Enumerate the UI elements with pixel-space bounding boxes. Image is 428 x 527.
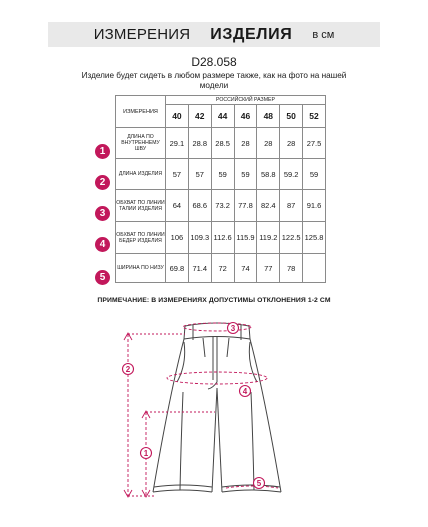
svg-text:5: 5 xyxy=(256,479,262,488)
cell-value: 119.2 xyxy=(257,222,280,254)
cell-value: 59 xyxy=(234,159,257,190)
title-word-product: ИЗДЕЛИЯ xyxy=(210,25,293,43)
table-row xyxy=(116,190,326,222)
measurement-guides xyxy=(124,323,278,497)
cell-value: 69.8 xyxy=(166,254,189,283)
cell-value: 29.1 xyxy=(166,128,189,159)
title-unit: в см xyxy=(312,28,335,41)
cell-value: 28 xyxy=(280,128,303,159)
title-word-measurements: ИЗМЕРЕНИЯ xyxy=(93,26,191,43)
cell-value: 77.8 xyxy=(234,190,257,222)
size-header: 48 xyxy=(257,105,280,128)
shorts-technical-drawing xyxy=(0,312,428,524)
row-name: ШИРИНА ПО НИЗУ xyxy=(116,254,166,283)
svg-text:2: 2 xyxy=(125,365,131,374)
drawing-tag-2 xyxy=(123,364,134,375)
cell-value: 59.2 xyxy=(280,159,303,190)
cell-value: 72 xyxy=(211,254,234,283)
title-band xyxy=(48,22,380,47)
row-number-badge: 4 xyxy=(95,237,110,252)
cell-value: 28.8 xyxy=(188,128,211,159)
cell-value: 28 xyxy=(257,128,280,159)
cell-value: 112.6 xyxy=(211,222,234,254)
cell-value: 28.5 xyxy=(211,128,234,159)
drawing-tag-5 xyxy=(254,478,265,489)
cell-value: 115.9 xyxy=(234,222,257,254)
svg-text:3: 3 xyxy=(230,324,236,333)
row-name: ОБХВАТ ПО ЛИНИИ БЕДЕР ИЗДЕЛИЯ xyxy=(116,222,166,254)
cell-value: 91.6 xyxy=(303,190,326,222)
table-row xyxy=(116,222,326,254)
cell-value: 71.4 xyxy=(188,254,211,283)
cell-value: 74 xyxy=(234,254,257,283)
cell-value: 122.5 xyxy=(280,222,303,254)
row-number-badge: 2 xyxy=(95,175,110,190)
drawing-tag-4 xyxy=(240,386,251,397)
cell-value: 57 xyxy=(166,159,189,190)
cell-value: 109.3 xyxy=(188,222,211,254)
row-number-badge: 1 xyxy=(95,144,110,159)
cell-value: 64 xyxy=(166,190,189,222)
table-row xyxy=(116,128,326,159)
shorts-outline xyxy=(153,323,281,492)
drawing-tag-3 xyxy=(228,323,239,334)
size-table xyxy=(115,95,326,283)
size-header: 50 xyxy=(280,105,303,128)
cell-value: 82.4 xyxy=(257,190,280,222)
cell-value: 58.8 xyxy=(257,159,280,190)
row-name: ДЛИНА ИЗДЕЛИЯ xyxy=(116,159,166,190)
cell-value: 57 xyxy=(188,159,211,190)
row-number-badge: 3 xyxy=(95,206,110,221)
size-header: 42 xyxy=(188,105,211,128)
size-header: 52 xyxy=(303,105,326,128)
article-code: D28.058 xyxy=(191,55,237,69)
cell-value: 78 xyxy=(280,254,303,283)
size-header: 40 xyxy=(166,105,189,128)
drawing-tag-1 xyxy=(141,448,152,459)
cell-value: 27.5 xyxy=(303,128,326,159)
cell-value: 59 xyxy=(303,159,326,190)
row-name: ОБХВАТ ПО ЛИНИИ ТАЛИИ ИЗДЕЛИЯ xyxy=(116,190,166,222)
tolerance-remark: ПРИМЕЧАНИЕ: В ИЗМЕРЕНИЯХ ДОПУСТИМЫ ОТКЛОНЕНИЯ 1-2 СМ xyxy=(97,297,331,304)
cell-value: 125.8 xyxy=(303,222,326,254)
table-row xyxy=(116,254,326,283)
size-group-header: РОССИЙСКИЙ РАЗМЕР xyxy=(166,96,326,105)
cell-value: 59 xyxy=(211,159,234,190)
cell-value: 28 xyxy=(234,128,257,159)
table-row xyxy=(116,159,326,190)
cell-value: 68.6 xyxy=(188,190,211,222)
param-header: ИЗМЕРЕНИЯ xyxy=(116,96,166,128)
cell-value xyxy=(303,254,326,283)
svg-text:1: 1 xyxy=(143,449,149,458)
cell-value: 77 xyxy=(257,254,280,283)
row-name: ДЛИНА ПО ВНУТРЕННЕМУ ШВУ xyxy=(116,128,166,159)
cell-value: 106 xyxy=(166,222,189,254)
size-header: 44 xyxy=(211,105,234,128)
svg-text:4: 4 xyxy=(242,387,248,396)
fit-note: Изделие будет сидеть в любом размере также, как на фото на нашей модели xyxy=(81,71,347,90)
cell-value: 73.2 xyxy=(211,190,234,222)
cell-value: 87 xyxy=(280,190,303,222)
size-header: 46 xyxy=(234,105,257,128)
row-number-badge: 5 xyxy=(95,270,110,285)
